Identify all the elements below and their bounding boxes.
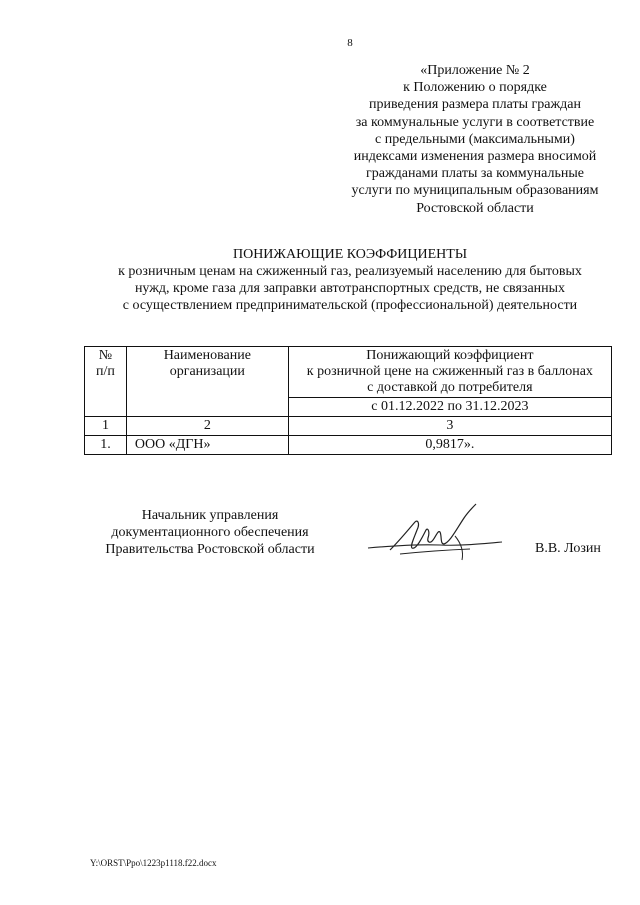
column-number: 2 (126, 417, 288, 436)
signer-position-line: Правительства Ростовской области (105, 542, 315, 557)
signer-position-line: Начальник управления (141, 508, 279, 523)
appendix-line: Ростовской области (416, 200, 534, 216)
header-coef-line1: Понижающий коэффициент (366, 348, 534, 363)
header-num-cell (85, 347, 127, 417)
appendix-line: за коммунальные услуги в соответствие (355, 114, 595, 130)
table-header-row (85, 347, 612, 398)
title-line: нужд, кроме газа для заправки автотранспортных средств, не связанных (134, 281, 566, 296)
appendix-line: «Приложение № 2 (420, 63, 530, 78)
header-coef-cell (288, 347, 611, 398)
title-line: к розничным ценам на сжиженный газ, реализуемый населению для бытовых (118, 264, 582, 279)
column-number: 3 (288, 417, 611, 436)
signer-position-line: документационного обеспечения (111, 525, 309, 540)
header-org-line1: Наименование (163, 348, 251, 363)
page-number: 8 (347, 37, 353, 49)
appendix-line: услуги по муниципальным образованиям (351, 183, 599, 199)
table-row (85, 436, 612, 455)
coefficient-table (84, 346, 612, 455)
title-line: с осуществлением предпринимательской (профессиональной) деятельности (122, 298, 578, 313)
column-number: 1 (85, 417, 127, 436)
header-org-cell (126, 347, 288, 417)
appendix-header (330, 62, 620, 217)
row-num-cell: 1. (85, 436, 127, 455)
signer-name: В.В. Лозин (535, 541, 601, 556)
signer-position (90, 507, 330, 558)
title-heading: ПОНИЖАЮЩИЕ КОЭФФИЦИЕНТЫ (232, 247, 468, 262)
header-coef-line3: с доставкой до потребителя (367, 380, 533, 395)
row-coef-cell: 0,9817». (288, 436, 611, 455)
appendix-line: приведения размера платы граждан (369, 97, 581, 113)
header-num-line2: п/п (96, 364, 115, 379)
appendix-line: индексами изменения размера вносимой (353, 149, 597, 165)
table-column-numbers-row (85, 417, 612, 436)
handwritten-signature (360, 500, 510, 570)
row-org-cell: ООО «ДГН» (126, 436, 288, 455)
appendix-line: к Положению о порядке (403, 80, 547, 96)
appendix-line: гражданами платы за коммунальные (366, 166, 584, 182)
document-title (0, 246, 640, 314)
appendix-line: с предельными (максимальными) (375, 131, 575, 147)
header-num-line1: № (98, 348, 113, 363)
header-coef-line2: к розничной цене на сжиженный газ в баллонах (306, 364, 593, 379)
file-path: Y:\ORST\Ppo\1223p1118.f22.docx (90, 858, 217, 868)
header-org-line2: организации (169, 364, 245, 379)
header-period-cell: с 01.12.2022 по 31.12.2023 (288, 398, 611, 417)
